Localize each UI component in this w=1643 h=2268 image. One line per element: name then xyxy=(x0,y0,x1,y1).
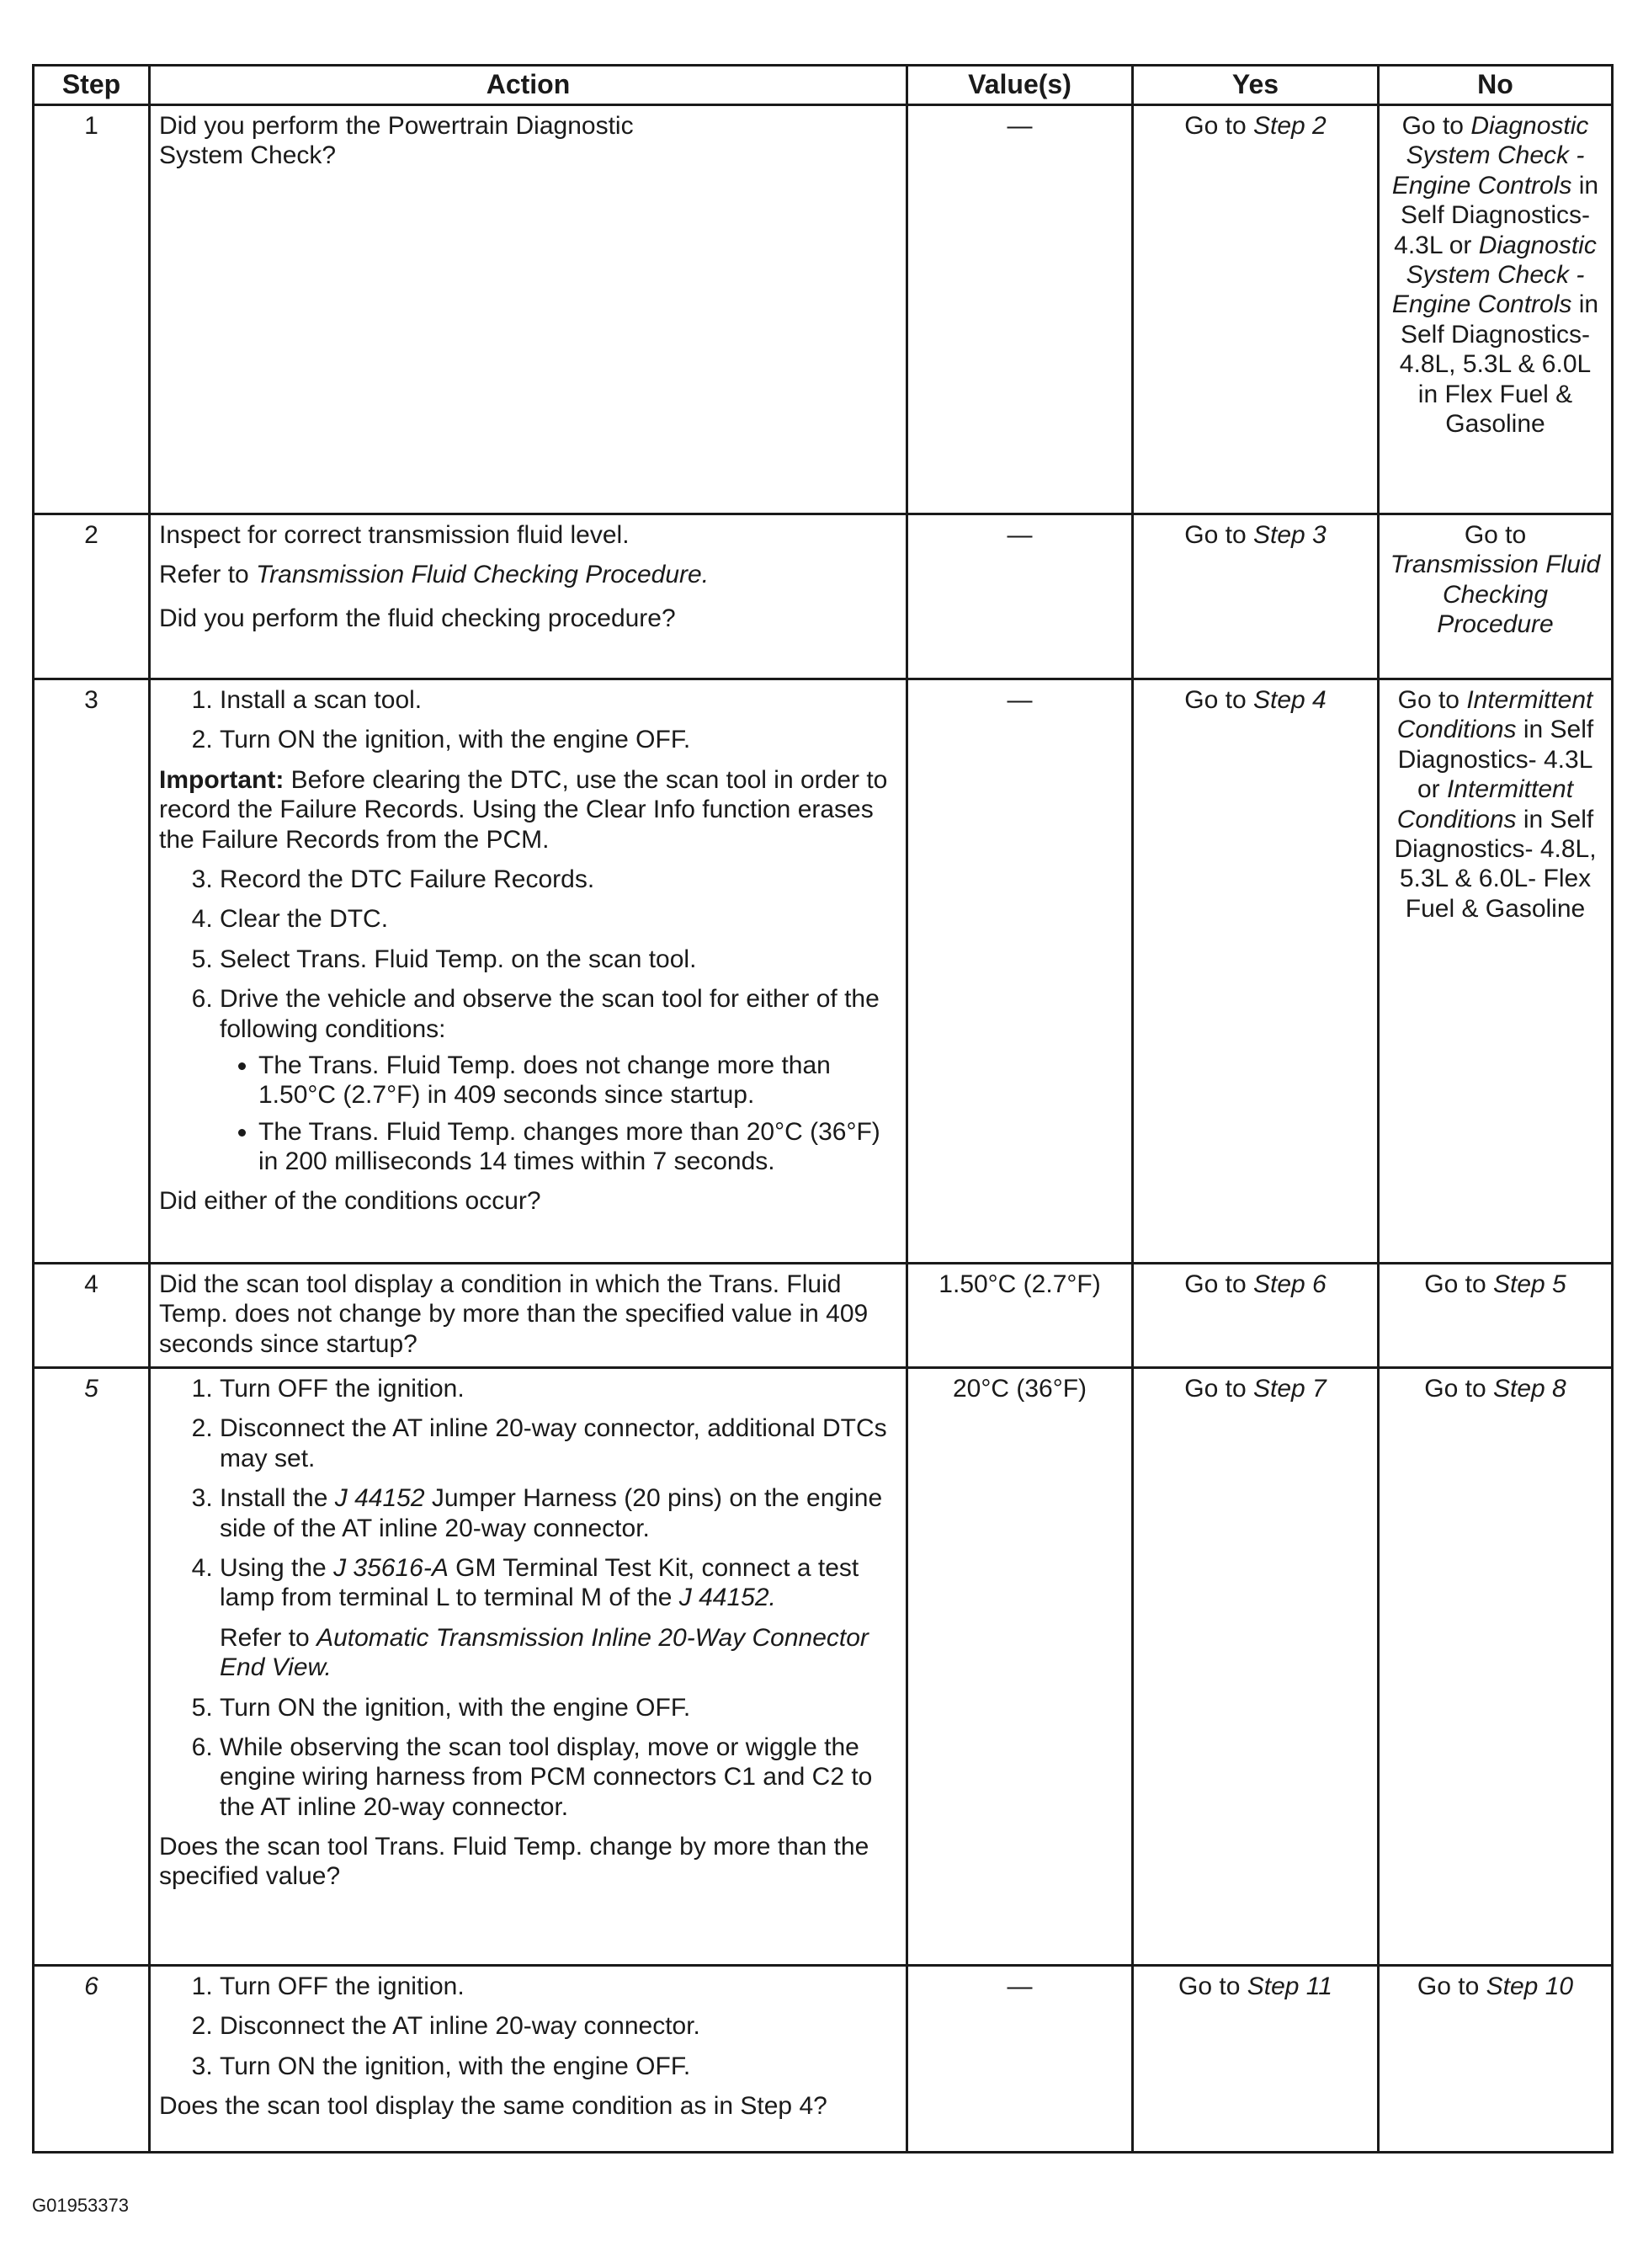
value-cell: — xyxy=(907,1966,1133,2153)
action-list xyxy=(159,1374,897,1822)
yes-link[interactable]: Step 3 xyxy=(1252,521,1327,549)
list-item: 3. Install the J 44152 Jumper Harness (20 pins) on the engine side of the AT inline 20-way connector. xyxy=(220,1483,897,1543)
no-link[interactable]: Step 5 xyxy=(1492,1270,1566,1298)
list-item: 2. Disconnect the AT inline 20-way connector, additional DTCs may set. xyxy=(220,1414,897,1473)
bullet-item: • The Trans. Fluid Temp. does not change more than 1.50°C (2.7°F) in 409 seconds since startup. xyxy=(258,1051,897,1110)
list-item: 4. Using the J 35616-A GM Terminal Test Kit, connect a test lamp from terminal L to terminal M of the J 44152. Refer to Automatic Transmission Inline 20-Way Connector End View. xyxy=(220,1553,897,1683)
value-cell: — xyxy=(907,679,1133,1264)
action-cell xyxy=(150,1368,907,1966)
diagnostic-table xyxy=(32,64,1614,2154)
yes-cell: Go to Step 11 xyxy=(1133,1966,1379,2153)
no-link[interactable]: Intermittent Conditions xyxy=(1396,686,1593,744)
no-cell: Go to Diagnostic System Check - Engine Controls in Self Diagnostics- 4.3L or Diagnostic System Check -Engine Controls in Self Diagnostics-4.8L, 5.3L & 6.0L in Flex Fuel & Gasoline xyxy=(1379,105,1613,514)
step-number: 2 xyxy=(34,514,150,679)
list-item: 6. Drive the vehicle and observe the scan tool for either of the following conditions: • The Trans. Fluid Temp. does not change more than 1.50°C (2.7°F) in 409 seconds since startup. • The Trans. Fluid Temp. changes more than 20°C (36°F) in 200 milliseconds 14 times within 7 seconds. xyxy=(220,984,897,1176)
no-cell: Go to Step 5 xyxy=(1379,1264,1613,1368)
action-question: Does the scan tool Trans. Fluid Temp. change by more than the specified value? xyxy=(159,1833,869,1891)
list-item: 1. Install a scan tool. xyxy=(220,685,897,715)
step-number: 1 xyxy=(34,105,150,514)
no-link[interactable]: Diagnostic System Check -Engine Controls xyxy=(1391,231,1597,319)
no-link[interactable]: Step 8 xyxy=(1492,1375,1566,1403)
no-cell: Go to Transmission Fluid Checking Procedure xyxy=(1379,514,1613,679)
connector-view-link[interactable]: Automatic Transmission Inline 20-Way Connector End View. xyxy=(220,1623,869,1682)
action-cell xyxy=(150,1264,907,1368)
table-row xyxy=(34,1264,1613,1368)
no-link[interactable]: Transmission Fluid Checking Procedure xyxy=(1390,551,1601,639)
tool-ref: J 44152 xyxy=(334,1484,425,1513)
action-question: Did you perform the fluid checking procedure? xyxy=(159,604,676,632)
action-cell xyxy=(150,679,907,1264)
header-step: Step xyxy=(34,66,150,105)
action-question: Does the scan tool display the same condition as in Step 4? xyxy=(159,2092,827,2121)
list-item: 1. Turn OFF the ignition. xyxy=(220,1972,897,2001)
no-cell: Go to Intermittent Conditions in Self Diagnostics- 4.3L or Intermittent Conditions in Self Diagnostics- 4.8L, 5.3L & 6.0L- Flex Fuel & Gasoline xyxy=(1379,679,1613,1264)
yes-link[interactable]: Step 11 xyxy=(1247,1973,1332,2000)
header-no: No xyxy=(1379,66,1613,105)
tool-ref: J 35616-A xyxy=(333,1553,449,1582)
action-text: Refer to Transmission Fluid Checking Procedure. xyxy=(159,561,710,589)
no-link[interactable]: Diagnostic System Check - Engine Controls xyxy=(1391,112,1589,200)
action-text: Did you perform the Powertrain Diagnostic System Check? xyxy=(159,112,634,170)
header-values: Value(s) xyxy=(907,66,1133,105)
list-item: 5. Turn ON the ignition, with the engine OFF. xyxy=(220,1693,897,1722)
value-cell: — xyxy=(907,105,1133,514)
action-cell xyxy=(150,105,907,514)
action-cell xyxy=(150,1966,907,2153)
yes-link[interactable]: Step 4 xyxy=(1252,686,1327,714)
list-item: 1. Turn OFF the ignition. xyxy=(220,1374,897,1403)
step-number: 3 xyxy=(34,679,150,1264)
yes-cell: Go to Step 4 xyxy=(1133,679,1379,1264)
action-text: Did the scan tool display a condition in which the Trans. Fluid Temp. does not change by more than the specified value in 409 seconds since startup? xyxy=(159,1270,869,1358)
yes-cell: Go to Step 2 xyxy=(1133,105,1379,514)
no-cell: Go to Step 10 xyxy=(1379,1966,1613,2153)
header-action: Action xyxy=(150,66,907,105)
table-row xyxy=(34,679,1613,1264)
yes-link[interactable]: Step 2 xyxy=(1252,112,1327,140)
value-cell: 20°C (36°F) xyxy=(907,1368,1133,1966)
table-row xyxy=(34,1966,1613,2153)
table-row xyxy=(34,105,1613,514)
list-item: 6. While observing the scan tool display, move or wiggle the engine wiring harness from PCM connectors C1 and C2 to the AT inline 20-way connector. xyxy=(220,1733,897,1822)
bullet-list xyxy=(220,1051,897,1177)
table-row xyxy=(34,514,1613,679)
list-item: 3. Turn ON the ignition, with the engine OFF. xyxy=(220,2052,897,2081)
list-note: Refer to Automatic Transmission Inline 20-Way Connector End View. xyxy=(220,1623,869,1682)
table-row xyxy=(34,1368,1613,1966)
yes-cell: Go to Step 7 xyxy=(1133,1368,1379,1966)
tool-ref: J 44152. xyxy=(678,1584,776,1612)
yes-link[interactable]: Step 6 xyxy=(1252,1270,1327,1298)
value-cell: 1.50°C (2.7°F) xyxy=(907,1264,1133,1368)
action-cell xyxy=(150,514,907,679)
list-item: 2. Turn ON the ignition, with the engine OFF. xyxy=(220,725,897,754)
header-yes: Yes xyxy=(1133,66,1379,105)
step-number: 6 xyxy=(34,1966,150,2153)
value-cell: — xyxy=(907,514,1133,679)
no-link[interactable]: Intermittent Conditions xyxy=(1396,775,1574,833)
action-list xyxy=(159,1972,897,2081)
list-item: 5. Select Trans. Fluid Temp. on the scan tool. xyxy=(220,945,897,974)
yes-link[interactable]: Step 7 xyxy=(1252,1375,1327,1403)
bullet-item: • The Trans. Fluid Temp. changes more than 20°C (36°F) in 200 milliseconds 14 times within 7 seconds. xyxy=(258,1117,897,1177)
no-link[interactable]: Step 10 xyxy=(1486,1973,1574,2000)
yes-cell: Go to Step 3 xyxy=(1133,514,1379,679)
procedure-link[interactable]: Transmission Fluid Checking Procedure. xyxy=(256,561,710,589)
action-list xyxy=(159,685,897,755)
action-text: Inspect for correct transmission fluid level. xyxy=(159,521,630,549)
step-number: 4 xyxy=(34,1264,150,1368)
important-note: Important: Before clearing the DTC, use the scan tool in order to record the Failure Records. Using the Clear Info function erases the Failure Records from the PCM. xyxy=(159,765,888,854)
header-row xyxy=(34,66,1613,105)
list-item: 2. Disconnect the AT inline 20-way connector. xyxy=(220,2011,897,2041)
action-list xyxy=(159,865,897,1177)
list-item: 3. Record the DTC Failure Records. xyxy=(220,865,897,894)
no-cell: Go to Step 8 xyxy=(1379,1368,1613,1966)
list-item: 4. Clear the DTC. xyxy=(220,904,897,934)
yes-cell: Go to Step 6 xyxy=(1133,1264,1379,1368)
action-question: Did either of the conditions occur? xyxy=(159,1187,541,1216)
figure-id: G01953373 xyxy=(32,2195,129,2216)
step-number: 5 xyxy=(34,1368,150,1966)
